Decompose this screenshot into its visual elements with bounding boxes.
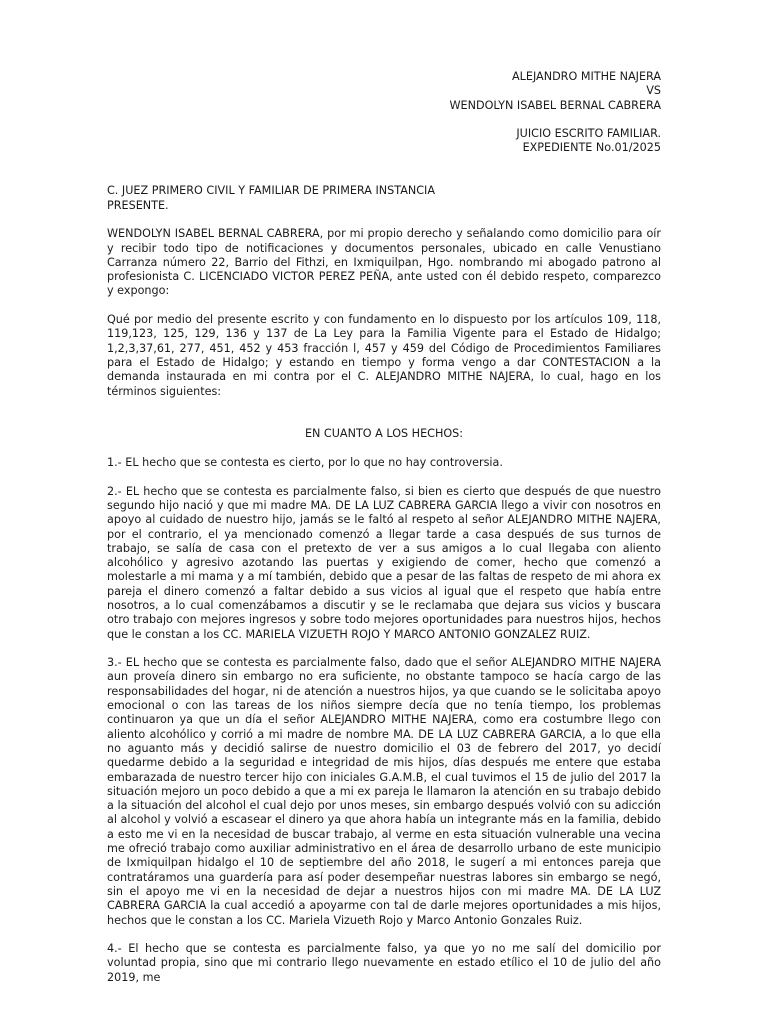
case-type: JUICIO ESCRITO FAMILIAR. [516, 127, 661, 141]
document-body [107, 70, 661, 985]
plaintiff-name: ALEJANDRO MITHE NAJERA [511, 70, 661, 83]
section-heading: EN CUANTO A LOS HECHOS: [304, 427, 464, 441]
defendant-name: WENDOLYN ISABEL BERNAL CABRERA [449, 98, 661, 112]
addressee-judge: C. JUEZ PRIMERO CIVIL Y FAMILIAR DE PRIMERA INSTANCIA [107, 184, 435, 198]
versus-label: VS [646, 84, 661, 98]
fact-paragraph-4: 4.- El hecho que se contesta es parcialmente falso, ya que yo no me salí del domicilio por voluntad propia, sino que mi contrario llego nuevamente en estado etílico el 10 de julio del año 2019, me [107, 942, 661, 984]
addressee [107, 184, 661, 213]
case-caption [107, 70, 661, 156]
file-number: EXPEDIENTE No.01/2025 [522, 141, 661, 155]
intro-paragraph: WENDOLYN ISABEL BERNAL CABRERA, por mi propio derecho y señalando como domicilio para oír y recibir todo tipo de notificaciones y documentos personales, ubicado en calle Venustiano Carranza número 22, Barrio del Fithzi, en Ixmiquilpan, Hgo. nombrando mi abogado patrono al profesionista C. LICENCIADO VICTOR PEREZ PEÑA, ante usted con él debido respeto, comparezco y expongo: [107, 227, 661, 298]
legal-basis-paragraph: Qué por medio del presente escrito y con fundamento en lo dispuesto por los artículos 109, 118, 119,123, 125, 129, 136 y 137 de La Ley para la Familia Vigente para el Estado de Hidalgo; 1,2,3,37,61, 277, 451, 452 y 453 fracción l, 457 y 459 del Código de Procedimientos Familiares para el Estado de Hidalgo; y estando en tiempo y forma vengo a dar CONTESTACION a la demanda instaurada en mi contra por el C. ALEJANDRO MITHE NAJERA, lo cual, hago en los términos siguientes: [107, 313, 661, 398]
fact-paragraph-2: 2.- EL hecho que se contesta es parcialmente falso, si bien es cierto que después de que nuestro segundo hijo nació y que mi madre MA. DE LA LUZ CABRERA GARCIA llego a vivir con nosotros en apoyo al cuidado de nuestro hijo, jamás se le faltó al respeto al señor ALEJANDRO MITHE NAJERA, por el contrario, el ya mencionado comenzó a llegar tarde a casa después de sus turnos de trabajo, se salía de casa con el pretexto de ver a sus amigos a lo cual llegaba con aliento alcohólico y agresivo azotando las puertas y exigiendo de comer, hecho que comenzó a molestarle a mi mama y a mí también, debido que a pesar de las faltas de respeto de mi ahora ex pareja el dinero comenzó a faltar debido a sus vicios al igual que el respeto que había entre nosotros, a lo cual comenzábamos a discutir y se le reclamaba que dejara sus vicios y buscara otro trabajo con mejores ingresos y sobre todo mejores oportunidades para nuestros hijos, hechos que le constan a los CC. MARIELA VIZUETH ROJO Y MARCO ANTONIO GONZALEZ RUIZ. [107, 484, 661, 641]
addressee-present: PRESENTE. [107, 198, 169, 212]
fact-paragraph-3: 3.- EL hecho que se contesta es parcialmente falso, dado que el señor ALEJANDRO MITHE NAJERA aun proveía dinero sin embargo no era suficiente, no obstante tampoco se hacía cargo de las responsabilidades del hogar, ni de atención a nuestros hijos, ya que cuando se le solicitaba apoyo emocional o con las tareas de los niños siempre decía que no tenía tiempo, los problemas continuaron ya que un día el señor ALEJANDRO MITHE NAJERA, como era costumbre llego con aliento alcohólico y corrió a mi madre de nombre MA. DE LA LUZ CABRERA GARCIA, a lo que ella no aguanto más y decidió salirse de nuestro domicilio el 03 de febrero del 2017, yo decidí quedarme debido a la seguridad e integridad de mis hijos, días después me entere que estaba embarazada de nuestro tercer hijo con iniciales G.A.M.B, el cual tuvimos el 15 de julio del 2017 la situación mejoro un poco debido a que a mi ex pareja le llamaron la atención en su trabajo debido a la situación del alcohol el cual dejo por unos meses, sin embargo después volvió con su adicción al alcohol y volvió a escasear el dinero ya que ahora había un integrante más en la familia, debido a esto me vi en la necesidad de buscar trabajo, al verme en esta situación vulnerable una vecina me ofreció trabajo como auxiliar administrativo en el área de desarrollo urbano de este municipio de Ixmiquilpan hidalgo el 10 de septiembre del año 2018, le sugerí a mi entonces pareja que contratáramos una guardería para así poder desempeñar nuestras labores sin embargo se negó, sin el apoyo me vi en la necesidad de dejar a nuestros hijos con mi madre MA. DE LA LUZ CABRERA GARCIA la cual accedió a apoyarme con tal de darle mejores oportunidades a mis hijos, hechos que le constan a los CC. Mariela Vizueth Rojo y Marco Antonio Gonzales Ruiz. [107, 656, 661, 927]
fact-paragraph-1: 1.- EL hecho que se contesta es cierto, por lo que no hay controversia. [107, 456, 503, 470]
